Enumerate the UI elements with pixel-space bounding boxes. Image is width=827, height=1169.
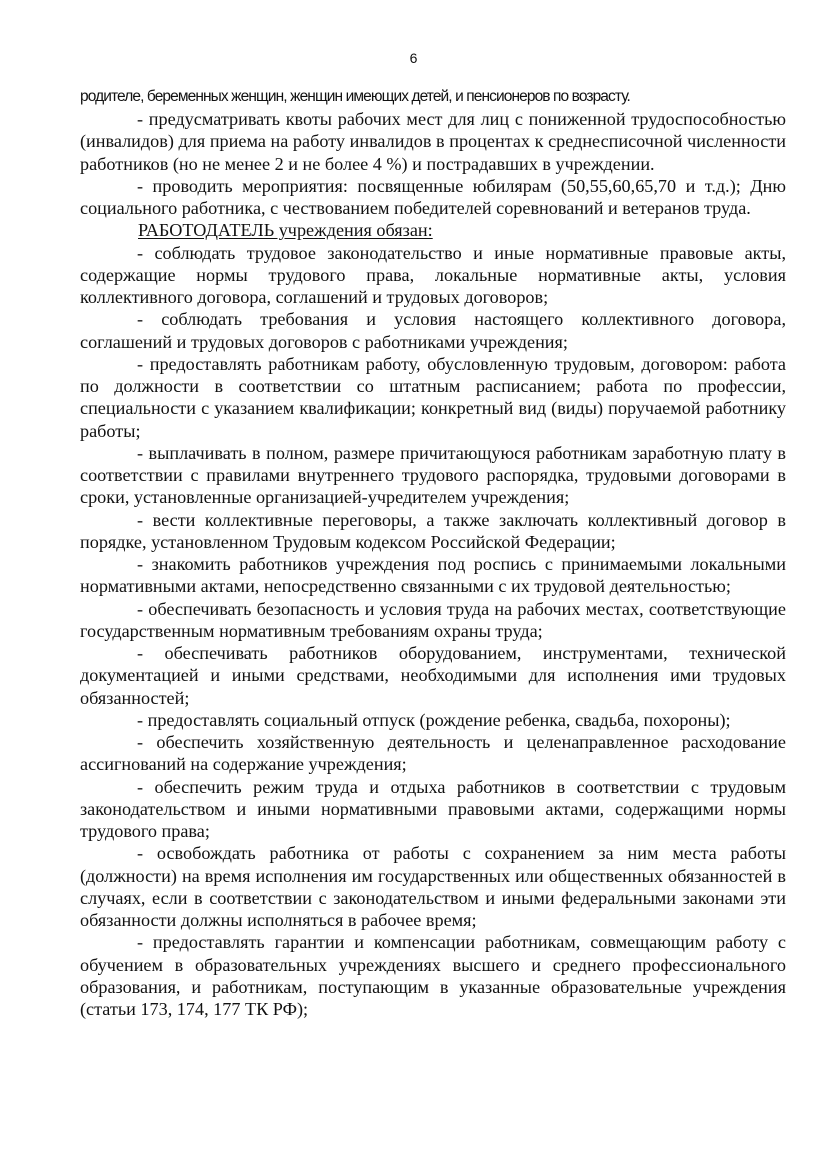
list-item: - обеспечивать работников оборудованием, инструментами, технической документацией и иными средствами, необходимыми для исполнения ими трудовых обязанностей;: [80, 643, 786, 708]
list-item: - предусматривать квоты рабочих мест для лиц с пониженной трудоспособностью (инвалидов) для приема на работу инвалидов в процентах к среднесписочной численности работников (но не менее 2 и не более 4 %) и пострадавших в учреждении.: [80, 109, 786, 174]
list-item: - вести коллективные переговоры, а также заключать коллективный договор в порядке, установленном Трудовым кодексом Российской Федерации;: [80, 509, 786, 552]
page-number: 6: [409, 50, 418, 66]
list-item: - освобождать работника от работы с сохранением за ним места работы (должности) на время исполнения им государственных или общественных обязанностей в случаях, если в соответствии с законодательством и иными федеральными законами эти обязанности должны исполняться в рабочее время;: [80, 843, 786, 930]
document-body: [80, 86, 786, 1020]
list-item: - знакомить работников учреждения под роспись с принимаемыми локальными нормативными актами, непосредственно связанными с их трудовой деятельностью;: [80, 554, 786, 597]
list-item: - проводить мероприятия: посвященные юбилярам (50,55,60,65,70 и т.д.); Дню социального работника, с чествованием победителей соревнований и ветеранов труда.: [80, 175, 786, 218]
list-item: - соблюдать трудовое законодательство и иные нормативные правовые акты, содержащие нормы трудового права, локальные нормативные акты, условия коллективного договора, соглашений и трудовых договоров;: [80, 242, 786, 307]
list-item: - обеспечить хозяйственную деятельность и целенаправленное расходование ассигнований на содержание учреждения;: [80, 732, 786, 775]
list-item: - выплачивать в полном, размере причитающуюся работникам заработную плату в соответствии с правилами внутреннего трудового распорядка, трудовыми договорами в сроки, установленные организацией-учредителем учреждения;: [80, 442, 786, 508]
list-item: - предоставлять работникам работу, обусловленную трудовым, договором: работа по должности в соответствии со штатным расписанием; работа по профессии, специальности с указанием квалификации; конкретный вид (виды) поручаемой работнику работы;: [80, 353, 786, 441]
list-item: - предоставлять социальный отпуск (рождение ребенка, свадьба, похороны);: [137, 709, 731, 730]
list-item: - обеспечивать безопасность и условия труда на рабочих местах, соответствующие государственным нормативным требованиям охраны труда;: [80, 598, 786, 641]
list-item: - обеспечить режим труда и отдыха работников в соответствии с трудовым законодательством и иными нормативными правовыми актами, содержащими нормы трудового права;: [80, 776, 786, 841]
continuation-line: родителе, беременных женщин, женщин имеющих детей, и пенсионеров по возрасту.: [80, 88, 630, 105]
section-heading: РАБОТОДАТЕЛЬ учреждения обязан:: [138, 220, 433, 241]
list-item: - предоставлять гарантии и компенсации работникам, совмещающим работу с обучением в образовательных учреждениях высшего и среднего профессионального образования, и работникам, поступающим в указанные образовательные учреждения (статьи 173, 174, 177 ТК РФ);: [80, 932, 786, 1019]
list-item: - соблюдать требования и условия настоящего коллективного договора, соглашений и трудовых договоров с работниками учреждения;: [80, 309, 786, 352]
